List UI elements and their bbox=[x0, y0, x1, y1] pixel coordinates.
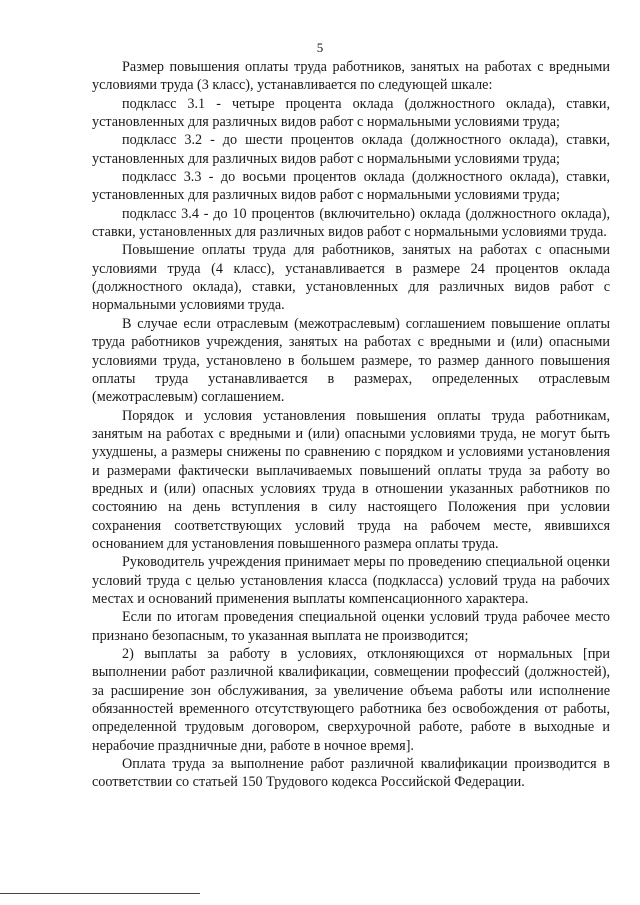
footnote-divider bbox=[0, 893, 200, 894]
paragraph-safe-workplace: Если по итогам проведения специальной оценки условий труда рабочее место признано безопасным, то указанная выплата не производится; bbox=[92, 609, 610, 644]
paragraph-qualification-pay: Оплата труда за выполнение работ различной квалификации производится в соответствии со статьей 150 Трудового кодекса Российской Федерации. bbox=[92, 756, 610, 791]
paragraph-dangerous-conditions: Повышение оплаты труда для работников, занятых на работах с опасными условиями труда (4 класс), устанавливается в размере 24 процентов оклада (должностного оклада), ставки, установленных для различных видов работ с нормальными условиями труда. bbox=[92, 242, 610, 314]
paragraph-subclass-3-4: подкласс 3.4 - до 10 процентов (включительно) оклада (должностного оклада), ставки, установленных для различных видов работ с нормальными условиями труда. bbox=[92, 205, 610, 241]
paragraph-subclass-3-1: подкласс 3.1 - четыре процента оклада (должностного оклада), ставки, установленных для различных видов работ с нормальными условиями труда; bbox=[92, 95, 610, 131]
paragraph-harmful-conditions-intro: Размер повышения оплаты труда работников, занятых на работах с вредными условиями труда (3 класс), устанавливается по следующей шкале: bbox=[92, 59, 610, 94]
paragraph-subclass-3-3: подкласс 3.3 - до восьми процентов оклада (должностного оклада), ставки, установленных для различных видов работ с нормальными условиями труда; bbox=[92, 169, 610, 204]
document-body bbox=[92, 58, 610, 792]
paragraph-special-assessment: Руководитель учреждения принимает меры по проведению специальной оценки условий труда с целью установления класса (подкласса) условий труда на рабочих местах и оснований применения выплаты компенсационного характера. bbox=[92, 554, 610, 607]
page-number: 5 bbox=[316, 40, 324, 55]
paragraph-deviation-payments: 2) выплаты за работу в условиях, отклоняющихся от нормальных [при выполнении работ различной квалификации, совмещении профессий (должностей), за расширение зон обслуживания, за увеличение объема работы или исполнение обязанностей временного отсутствующего работника без освобождения от работы, определенной трудовым договором, сверхурочной работе, работе в выходные и нерабочие праздничные дни, работе в ночное время]. bbox=[92, 646, 610, 754]
paragraph-sectoral-agreement: В случае если отраслевым (межотраслевым) соглашением повышение оплаты труда работников учреждения, занятых на работах с вредными и (или) опасными условиями труда, установлено в большем размере, то размер данного повышения оплаты труда устанавливается в размерах, определенных отраслевым (межотраслевым) соглашением. bbox=[92, 315, 610, 406]
paragraph-procedure-conditions: Порядок и условия установления повышения оплаты труда работникам, занятым на работах с вредными и (или) опасными условиями труда, не могут быть ухудшены, а размеры снижены по сравнению с порядком и условиями установления и размерами фактически выплачиваемых повышений оплаты труда за работу во вредных и (или) опасных условиях труда в отношении указанных работников по состоянию на день вступления в силу настоящего Положения при условии сохранения соответствующих условий труда на рабочем месте, явившихся основанием для установления повышенного размера оплаты труда. bbox=[92, 407, 610, 552]
paragraph-subclass-3-2: подкласс 3.2 - до шести процентов оклада (должностного оклада), ставки, установленных для различных видов работ с нормальными условиями труда; bbox=[92, 132, 610, 167]
